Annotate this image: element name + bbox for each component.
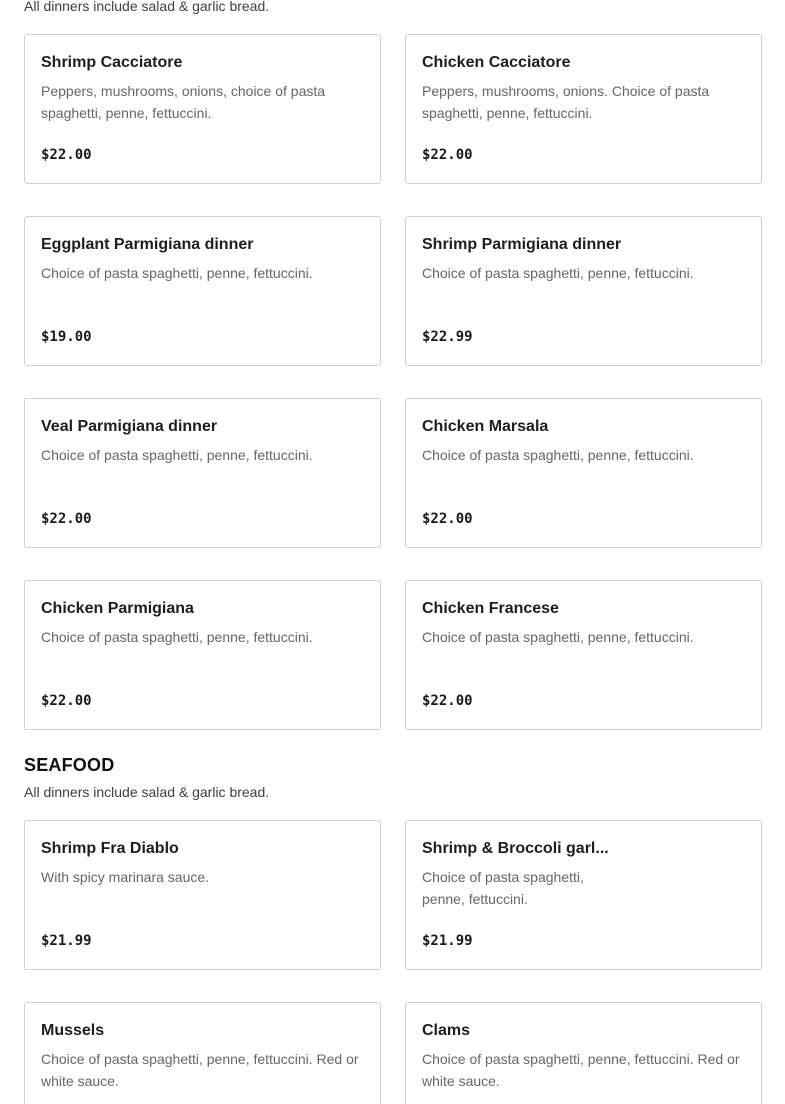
menu-item-description: Choice of pasta spaghetti, penne, fettuccini. [41, 265, 313, 281]
menu-item-description: Choice of pasta spaghetti, penne, fettuccini. [422, 447, 694, 463]
menu-item-card[interactable] [405, 580, 762, 730]
menu-item-name: Veal Parmigiana dinner [41, 418, 218, 435]
menu-item-card[interactable] [405, 820, 762, 970]
dinners-subtitle: All dinners include salad & garlic bread. [24, 0, 270, 14]
menu-item-description: Choice of pasta spaghetti, penne, fettuccini. Red or white sauce. [422, 1051, 740, 1089]
seafood-subtitle: All dinners include salad & garlic bread. [24, 784, 270, 800]
menu-item-description: Choice of pasta spaghetti, penne, fettuccini. [422, 869, 584, 907]
menu-item-name: Chicken Parmigiana [41, 600, 194, 617]
menu-item-name: Clams [422, 1022, 471, 1039]
menu-item-price: $19.00 [41, 329, 92, 345]
menu-item-name: Shrimp Parmigiana dinner [422, 236, 622, 253]
menu-item-card[interactable] [405, 398, 762, 548]
menu-item-name: Chicken Francese [422, 600, 559, 617]
menu-item-price: $21.99 [41, 933, 92, 949]
menu-item-price: $22.99 [422, 329, 473, 345]
menu-item-name: Chicken Cacciatore [422, 54, 571, 71]
menu-item-price: $22.00 [41, 511, 92, 527]
menu-item-price: $22.00 [422, 693, 473, 709]
menu-item-card[interactable] [24, 1002, 381, 1104]
menu-item-card[interactable] [24, 216, 381, 366]
menu-item-card[interactable] [405, 216, 762, 366]
menu-item-card[interactable] [24, 580, 381, 730]
menu-item-name: Chicken Marsala [422, 418, 549, 435]
menu-item-price: $22.00 [422, 147, 473, 163]
menu-item-card[interactable] [405, 34, 762, 184]
menu-item-name: Shrimp Cacciatore [41, 54, 183, 71]
menu-item-description: Peppers, mushrooms, onions, choice of pasta spaghetti, penne, fettuccini. [41, 83, 326, 121]
menu-item-description: Choice of pasta spaghetti, penne, fettuccini. [422, 629, 694, 645]
menu-item-description: Choice of pasta spaghetti, penne, fettuccini. Red or white sauce. [41, 1051, 359, 1089]
menu-item-price: $22.00 [41, 693, 92, 709]
menu-item-price: $22.00 [422, 511, 473, 527]
menu-item-description: Choice of pasta spaghetti, penne, fettuccini. [41, 447, 313, 463]
menu-item-card[interactable] [24, 34, 381, 184]
menu-item-name: Shrimp & Broccoli garl... [422, 840, 609, 857]
menu-item-description: Choice of pasta spaghetti, penne, fettuccini. [41, 629, 313, 645]
menu-item-price: $22.00 [41, 147, 92, 163]
menu-item-name: Mussels [41, 1022, 105, 1039]
menu-item-price: $21.99 [422, 933, 473, 949]
menu-item-card[interactable] [405, 1002, 762, 1104]
menu-item-name: Eggplant Parmigiana dinner [41, 236, 254, 253]
menu-item-description: With spicy marinara sauce. [41, 869, 210, 885]
menu-item-card[interactable] [24, 398, 381, 548]
section-title-seafood: SEAFOOD [24, 755, 115, 775]
menu-item-card[interactable] [24, 820, 381, 970]
menu-item-name: Shrimp Fra Diablo [41, 840, 179, 857]
menu-item-description: Peppers, mushrooms, onions. Choice of pasta spaghetti, penne, fettuccini. [422, 83, 710, 121]
menu-item-description: Choice of pasta spaghetti, penne, fettuccini. [422, 265, 694, 281]
